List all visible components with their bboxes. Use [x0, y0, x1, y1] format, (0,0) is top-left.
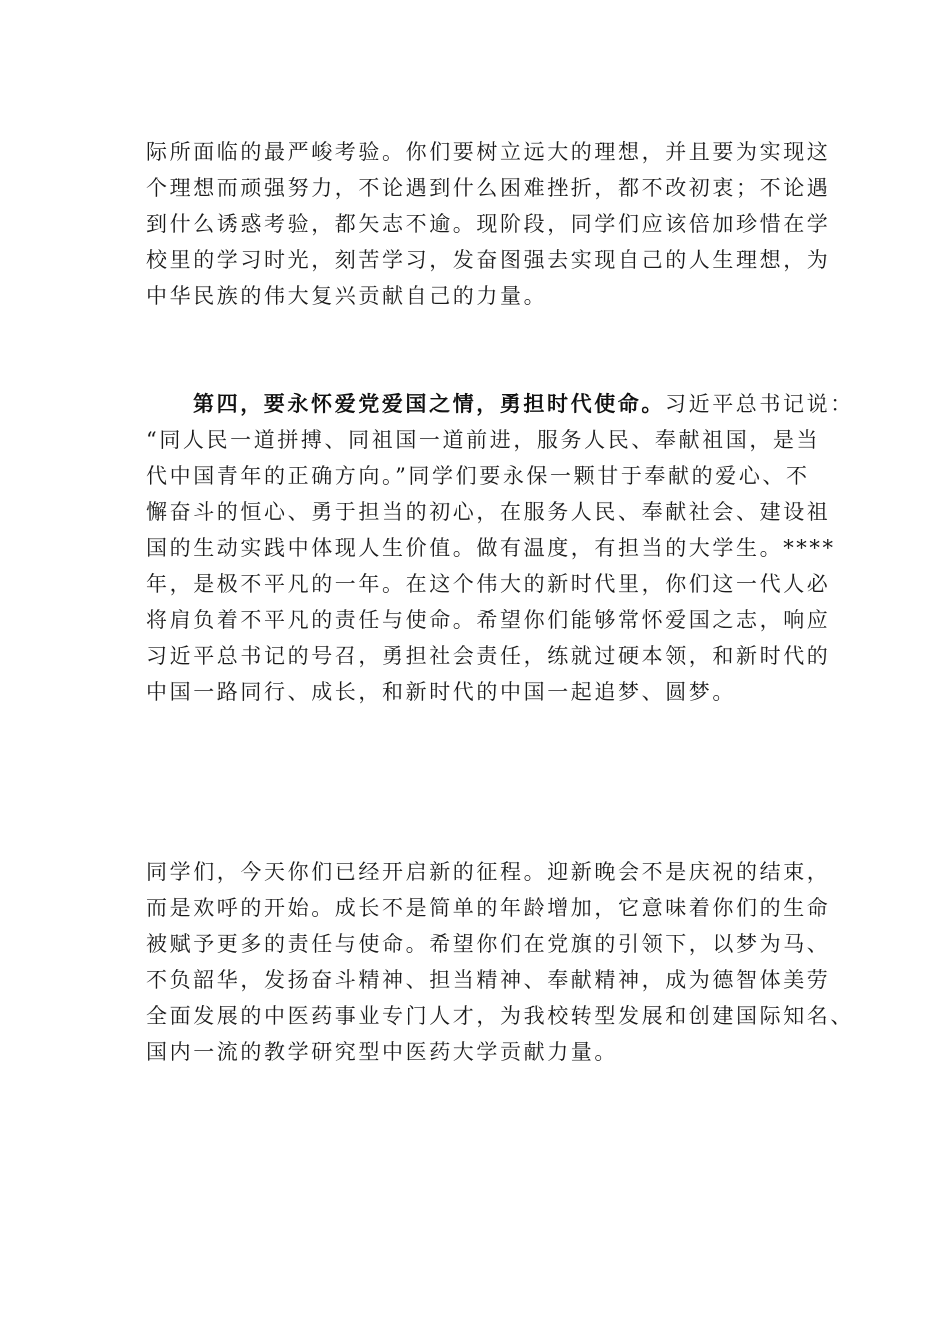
- paragraph-line: 际所面临的最严峻考验。你们要树立远大的理想，并且要为实现这: [146, 140, 831, 164]
- paragraph-line: 代中国青年的正确方向。”同学们要永保一颗甘于奉献的爱心、不: [146, 464, 810, 488]
- paragraph-first-line: [146, 386, 854, 422]
- paragraph-line: 年，是极不平凡的一年。在这个伟大的新时代里，你们这一代人必: [146, 572, 831, 596]
- paragraph-line: 中国一路同行、成长，和新时代的中国一起追梦、圆梦。: [146, 680, 736, 704]
- paragraph-line: 将肩负着不平凡的责任与使命。希望你们能够常怀爱国之志，响应: [146, 608, 831, 632]
- paragraph-line: 个理想而顽强努力，不论遇到什么困难挫折，都不改初衷；不论遇: [146, 176, 831, 200]
- paragraph-line: 不负韶华，发扬奋斗精神、担当精神、奉献精神，成为德智体美劳: [146, 968, 831, 992]
- paragraph-line: 国内一流的教学研究型中医药大学贡献力量。: [146, 1040, 618, 1064]
- paragraph-line: 全面发展的中医药事业专门人才，为我校转型发展和创建国际知名、: [146, 1004, 854, 1028]
- paragraph-1: [146, 134, 831, 314]
- paragraph-line: 校里的学习时光，刻苦学习，发奋图强去实现自己的人生理想，为: [146, 248, 831, 272]
- paragraph-line: 国的生动实践中体现人生价值。做有温度，有担当的大学生。****: [146, 536, 836, 560]
- paragraph-line: 到什么诱惑考验，都矢志不逾。现阶段，同学们应该倍加珍惜在学: [146, 212, 831, 236]
- paragraph-line: “同人民一道拼搏、同祖国一道前进，服务人民、奉献祖国，是当: [146, 428, 821, 452]
- paragraph-2: [146, 386, 854, 710]
- paragraph-line: 同学们，今天你们已经开启新的征程。迎新晚会不是庆祝的结束，: [146, 860, 831, 884]
- paragraph-line: 中华民族的伟大复兴贡献自己的力量。: [146, 284, 548, 308]
- section-heading: 第四，要永怀爱党爱国之情，勇担时代使命。: [193, 391, 665, 416]
- paragraph-3: [146, 854, 854, 1070]
- paragraph-line: 而是欢呼的开始。成长不是简单的年龄增加，它意味着你们的生命: [146, 896, 831, 920]
- heading-continuation: 习近平总书记说：: [665, 392, 854, 416]
- paragraph-line: 习近平总书记的号召，勇担社会责任，练就过硬本领，和新时代的: [146, 644, 831, 668]
- paragraph-line: 被赋予更多的责任与使命。希望你们在党旗的引领下，以梦为马、: [146, 932, 831, 956]
- paragraph-line: 懈奋斗的恒心、勇于担当的初心，在服务人民、奉献社会、建设祖: [146, 500, 831, 524]
